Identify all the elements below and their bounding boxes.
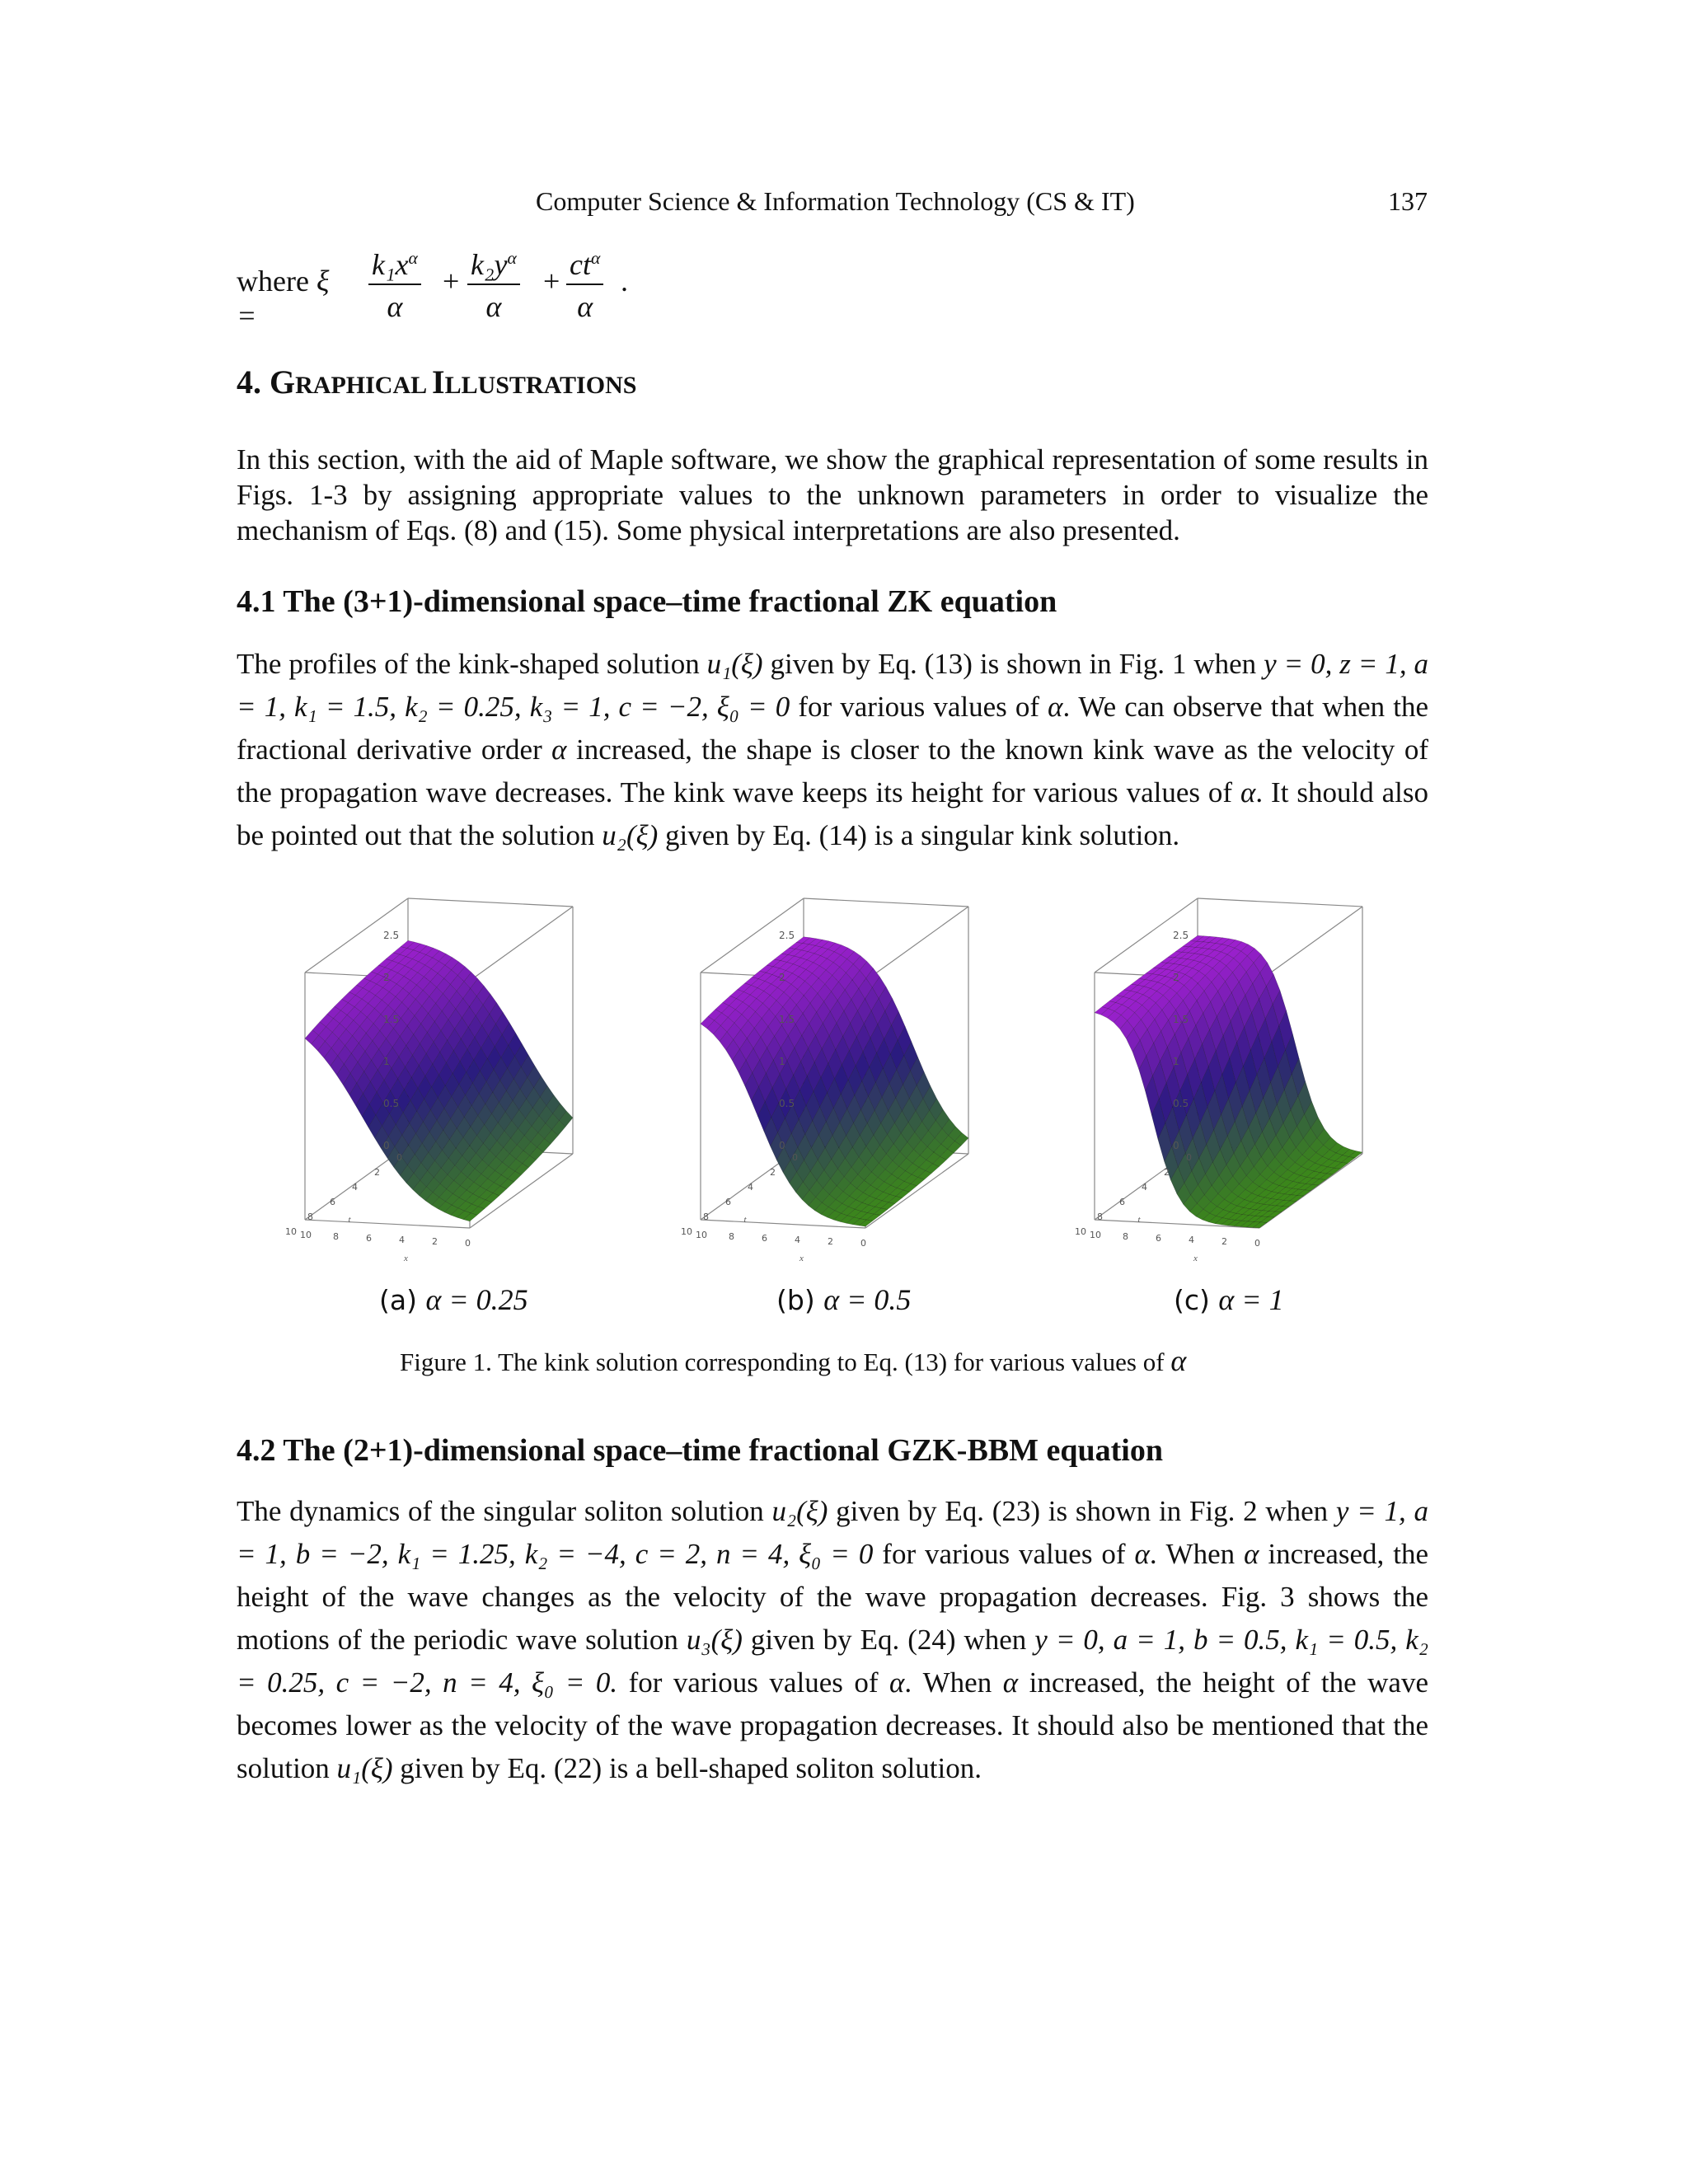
t-tick-label: 10 bbox=[681, 1226, 692, 1237]
box-edge bbox=[1259, 907, 1362, 981]
z-tick-label: 2.5 bbox=[383, 930, 400, 941]
x-tick-label: 6 bbox=[366, 1233, 372, 1244]
math-parameters: y = 1, a = 1, b = −2, k₁ = 1.25, k₂ = −4, c = 2, n = 4, ξ₀ = 0 bbox=[237, 1495, 1429, 1570]
z-tick-label: 2.5 bbox=[779, 930, 795, 941]
figure-1-caption: Figure 1. The kink solution corresponding to Eq. (13) for various values of α bbox=[400, 1344, 1187, 1377]
box-edge bbox=[305, 1220, 470, 1228]
math-parameters: y = 0, z = 1, a = 1, k₁ = 1.5, k₂ = 0.25, k₃ = 1, c = −2, ξ₀ = 0 bbox=[237, 648, 1428, 723]
surface-plot-a bbox=[247, 930, 602, 1263]
z-tick-label: 1 bbox=[779, 1056, 785, 1067]
x-tick-label: 4 bbox=[399, 1235, 405, 1245]
where-label: where ξ = bbox=[237, 265, 330, 332]
z-tick-label: 0.5 bbox=[1173, 1098, 1189, 1109]
z-tick-label: 2 bbox=[779, 972, 785, 983]
x-tick-label: 10 bbox=[300, 1230, 312, 1240]
z-tick-label: 1.5 bbox=[383, 1014, 400, 1025]
z-tick-label: 2 bbox=[1173, 972, 1179, 983]
subcaption-b: (b) α = 0.5 bbox=[776, 1283, 912, 1316]
z-tick-label: 1.5 bbox=[1173, 1014, 1189, 1025]
fraction-k1x: $\frac{k_1x^\alpha}{\alpha}$ bbox=[368, 239, 421, 328]
math-alpha: α bbox=[1240, 776, 1256, 808]
t-tick-label: 10 bbox=[1075, 1226, 1086, 1237]
plus-sign: + bbox=[443, 265, 460, 298]
math-alpha: α bbox=[1048, 691, 1063, 723]
box-edge bbox=[408, 898, 573, 907]
t-tick-label: 6 bbox=[330, 1197, 335, 1207]
x-axis-ticks bbox=[300, 1230, 471, 1249]
t-tick-label: 2 bbox=[1164, 1167, 1170, 1178]
t-axis-label: t bbox=[743, 1215, 747, 1225]
box-edge bbox=[1198, 898, 1362, 907]
page-number: 137 bbox=[1388, 186, 1428, 216]
box-edge bbox=[865, 907, 968, 981]
intro-paragraph: In this section, with the aid of Maple software, we show the graphical representation of some results in Figs. 1-3 by assigning appropriate values to the unknown parameters in order to visualize the mechanism of Eqs. (8) and (15). Some physical interpretations are also presented. bbox=[237, 443, 1428, 546]
z-tick-label: 1.5 bbox=[779, 1014, 795, 1025]
t-tick-label: 2 bbox=[770, 1167, 776, 1178]
x-axis-label: x bbox=[799, 1254, 804, 1263]
t-tick-label: 6 bbox=[725, 1197, 731, 1207]
math-alpha: α bbox=[889, 1666, 905, 1699]
x-tick-label: 2 bbox=[828, 1236, 833, 1247]
math-u2-xi: u₂(ξ) bbox=[771, 1495, 828, 1527]
math-alpha: α bbox=[1244, 1538, 1259, 1570]
t-tick-label: 4 bbox=[748, 1182, 753, 1193]
z-tick-label: 0 bbox=[383, 1140, 390, 1151]
z-tick-label: 2 bbox=[383, 972, 390, 983]
x-tick-label: 8 bbox=[333, 1231, 339, 1242]
subsection-4-2-heading: 4.2 The (2+1)-dimensional space–time fractional GZK-BBM equation bbox=[237, 1433, 1163, 1468]
subsection-4-2-paragraph: The dynamics of the singular soliton solution u₂(ξ) given by Eq. (23) is shown in Fig. 2 when y = 1, a = 1, b = −2, k₁ = 1.25, k₂ = −4, c = 2, n = 4, ξ₀ = 0 for various values of α. When α increased, the height of the wave changes as the velocity of the wave propagation decreases. Fig. 3 shows the motions of the periodic wave solution u₃(ξ) given by Eq. (24) when y = 0, a = 1, b = 0.5, k₁ = 0.5, k₂ = 0.25, c = −2, n = 4, ξ₀ = 0. for various values of α. When α increased, the height of the wave becomes lower as the velocity of the wave propagation decreases. It should also be mentioned that the solution u₁(ξ) given by Eq. (22) is a bell-shaped soliton solution. bbox=[237, 1495, 1429, 1784]
figure-1a-surface-plot bbox=[247, 930, 602, 1263]
z-tick-label: 0.5 bbox=[779, 1098, 795, 1109]
x-tick-label: 0 bbox=[860, 1238, 866, 1249]
x-tick-label: 2 bbox=[1221, 1236, 1227, 1247]
math-alpha: α bbox=[551, 733, 567, 766]
subcaption-a: (a) α = 0.25 bbox=[379, 1283, 528, 1316]
subsection-4-1-heading: 4.1 The (3+1)-dimensional space–time fractional ZK equation bbox=[237, 584, 1057, 619]
x-axis-label: x bbox=[404, 1254, 408, 1263]
t-axis-label: t bbox=[348, 1215, 351, 1225]
plus-sign: + bbox=[543, 265, 560, 298]
x-tick-label: 2 bbox=[432, 1236, 438, 1247]
figure-1b-surface-plot bbox=[643, 930, 997, 1263]
x-axis-ticks bbox=[1090, 1230, 1260, 1249]
fraction-ct: $ct^\alpha$ α bbox=[566, 239, 603, 328]
t-tick-label: 8 bbox=[703, 1212, 709, 1222]
math-alpha: α bbox=[1134, 1538, 1150, 1570]
t-tick-label: 4 bbox=[352, 1182, 358, 1193]
section-heading: 4. GRAPHICAL ILLUSTRATIONS bbox=[237, 363, 637, 401]
t-tick-label: 6 bbox=[1119, 1197, 1125, 1207]
surface-plot-b bbox=[643, 930, 997, 1263]
x-tick-label: 6 bbox=[762, 1233, 767, 1244]
x-tick-label: 8 bbox=[729, 1231, 734, 1242]
t-tick-label: 0 bbox=[792, 1152, 798, 1163]
x-axis-ticks bbox=[696, 1230, 866, 1249]
t-tick-label: 10 bbox=[285, 1226, 297, 1237]
t-tick-label: 8 bbox=[307, 1212, 313, 1222]
math-u3-xi: u₃(ξ) bbox=[686, 1624, 743, 1656]
x-tick-label: 0 bbox=[465, 1238, 471, 1249]
t-tick-label: 2 bbox=[374, 1167, 380, 1178]
math-parameters: y = 0, a = 1, b = 0.5, k₁ = 0.5, k₂ = 0.25, c = −2, n = 4, ξ₀ = 0. bbox=[237, 1624, 1428, 1699]
surface-plot-c bbox=[1037, 930, 1391, 1263]
x-tick-label: 6 bbox=[1156, 1233, 1161, 1244]
x-axis-label: x bbox=[1193, 1254, 1198, 1263]
math-u2-xi: u₂(ξ) bbox=[602, 819, 659, 851]
x-tick-label: 4 bbox=[1189, 1235, 1194, 1245]
math-u1-xi: u₁(ξ) bbox=[336, 1752, 393, 1784]
kink-surface bbox=[305, 940, 573, 1221]
x-tick-label: 0 bbox=[1254, 1238, 1260, 1249]
z-tick-label: 1 bbox=[383, 1056, 390, 1067]
kink-surface bbox=[1095, 935, 1362, 1228]
journal-title: Computer Science & Information Technology (CS & IT) bbox=[536, 186, 1135, 216]
box-edge bbox=[804, 898, 968, 907]
t-tick-label: 0 bbox=[396, 1152, 402, 1163]
t-axis-ticks bbox=[285, 1152, 402, 1237]
z-tick-label: 0 bbox=[1173, 1140, 1179, 1151]
subsection-4-1-paragraph: The profiles of the kink-shaped solution u₁(ξ) given by Eq. (13) is shown in Fig. 1 when y = 0, z = 1, a = 1, k₁ = 1.5, k₂ = 0.25, k₃ = 1, c = −2, ξ₀ = 0 for various values of α. We can observe that when the fractional derivative order α increased, the shape is closer to the known kink wave as the velocity of the propagation wave decreases. The kink wave keeps its height for various values of α. It should also be pointed out that the solution u₂(ξ) given by Eq. (14) is a singular kink solution. bbox=[237, 648, 1429, 851]
x-tick-label: 4 bbox=[795, 1235, 800, 1245]
period: . bbox=[621, 265, 628, 298]
fraction-k2y: $\frac{k_2y^\alpha}{\alpha}$ bbox=[467, 239, 520, 328]
box-edge bbox=[470, 907, 573, 981]
x-tick-label: 10 bbox=[696, 1230, 707, 1240]
z-tick-label: 0 bbox=[779, 1140, 785, 1151]
x-tick-label: 8 bbox=[1123, 1231, 1128, 1242]
t-tick-label: 0 bbox=[1186, 1152, 1192, 1163]
math-alpha: α bbox=[1002, 1666, 1019, 1699]
t-axis-label: t bbox=[1137, 1215, 1141, 1225]
math-u1-xi: u₁(ξ) bbox=[706, 648, 763, 680]
z-tick-label: 2.5 bbox=[1173, 930, 1189, 941]
z-tick-label: 1 bbox=[1173, 1056, 1179, 1067]
z-tick-label: 0.5 bbox=[383, 1098, 400, 1109]
t-tick-label: 4 bbox=[1142, 1182, 1147, 1193]
x-tick-label: 10 bbox=[1090, 1230, 1101, 1240]
subcaption-c: (c) α = 1 bbox=[1174, 1283, 1284, 1316]
t-tick-label: 8 bbox=[1097, 1212, 1103, 1222]
figure-1c-surface-plot bbox=[1037, 930, 1391, 1263]
xi-equals: ξ = bbox=[237, 265, 330, 332]
